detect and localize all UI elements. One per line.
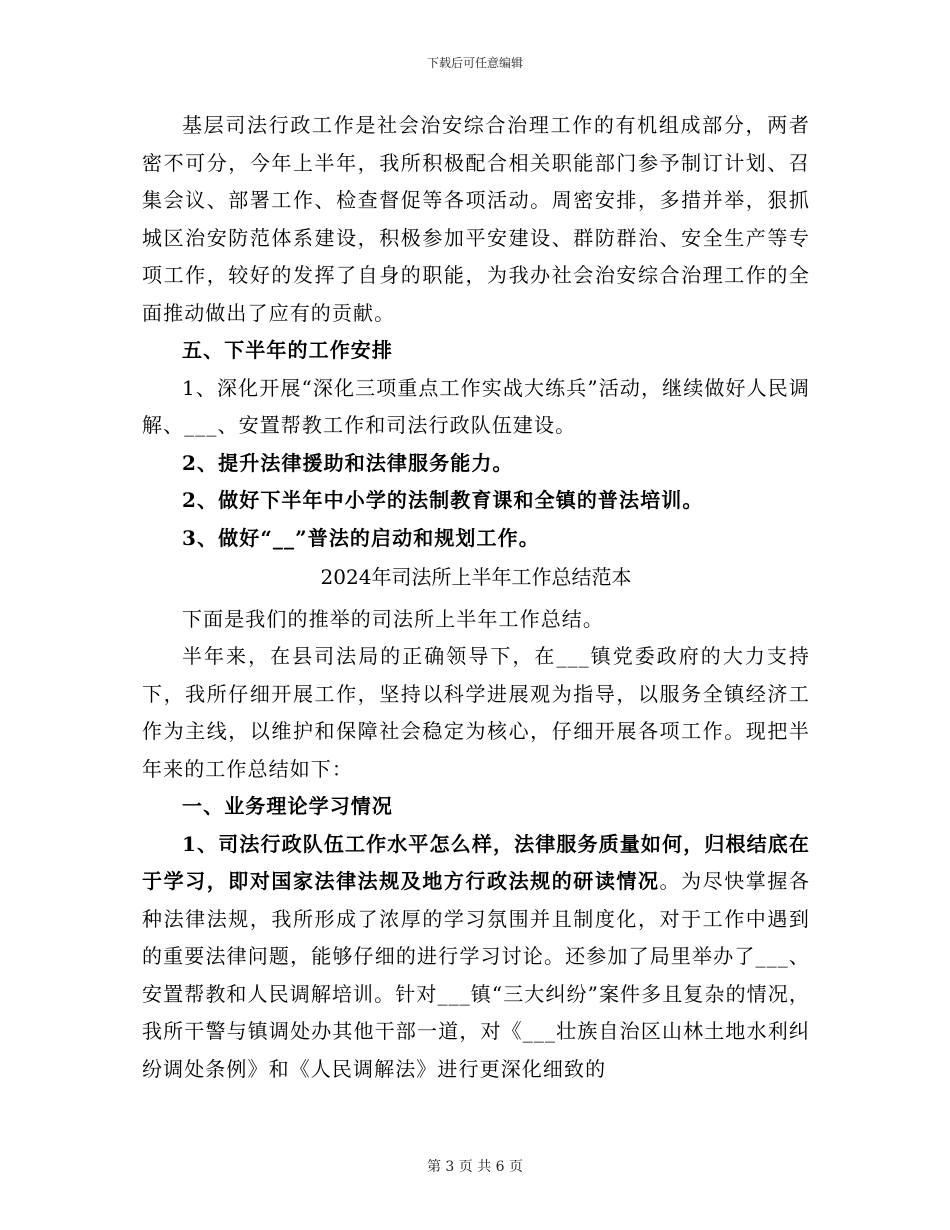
- page-footer: 第 3 页 共 6 页: [426, 1159, 524, 1175]
- paragraph-study-details: [142, 826, 810, 1089]
- section-heading-second-half-plan: 五、下半年的工作安排: [182, 338, 393, 362]
- paragraph-intro: 下面是我们的推举的司法所上半年工作总结。: [182, 606, 604, 631]
- paragraph-comprehensive-governance: 基层司法行政工作是社会治安综合治理工作的有机组成部分，两者密不可分，今年上半年，我所积极配合相关职能部门参予制订计划、召集会议、部署工作、检查督促等各项活动。周密安排，多措并举，狠抓城区治安防范体系建设，积极参加平安建设、群防群治、安全生产等专项工作，较好的发挥了自身的职能，为我办社会治安综合治理工作的全面推动做出了应有的贡献。: [142, 113, 810, 325]
- document-title: 2024年司法所上半年工作总结范本: [320, 565, 632, 589]
- page-header: 下载后可任意编辑: [426, 56, 523, 70]
- document-body: [142, 107, 810, 1088]
- plan-item-1: 1、深化开展“深化三项重点工作实战大练兵”活动，继续做好人民调解、___、安置帮教工作和司法行政队伍建设。: [142, 375, 810, 437]
- plan-item-2a: 2、提升法律援助和法律服务能力。: [182, 450, 514, 475]
- paragraph-study-bold-lead: 1、司法行政队伍工作水平怎么样，法律服务质量如何，归根结底在于学习，即对国家法律法规及地方行政法规的研读情况: [142, 831, 810, 893]
- plan-item-2b: 2、做好下半年中小学的法制教育课和全镇的普法培训。: [182, 488, 704, 512]
- section-heading-study: 一、业务理论学习情况: [182, 794, 393, 818]
- paragraph-study-body: 。为尽快掌握各种法律法规，我所形成了浓厚的学习氛围并且制度化，对于工作中遇到的重要法律问题，能够仔细的进行学习讨论。还参加了局里举办了___、安置帮教和人民调解培训。针对___镇“三大纠纷”案件多且复杂的情况，我所干警与镇调处办其他干部一道，对《___壮族自治区山林土地水利纠纷调处条例》和《人民调解法》进行更深化细致的: [142, 869, 810, 1081]
- plan-item-3: 3、做好“__”普法的启动和规划工作。: [182, 525, 540, 550]
- paragraph-overview: 半年来，在县司法局的正确领导下，在___镇党委政府的大力支持下，我所仔细开展工作，坚持以科学进展观为指导，以服务全镇经济工作为主线，以维护和保障社会稳定为核心，仔细开展各项工作。现把半年来的工作总结如下：: [142, 644, 810, 781]
